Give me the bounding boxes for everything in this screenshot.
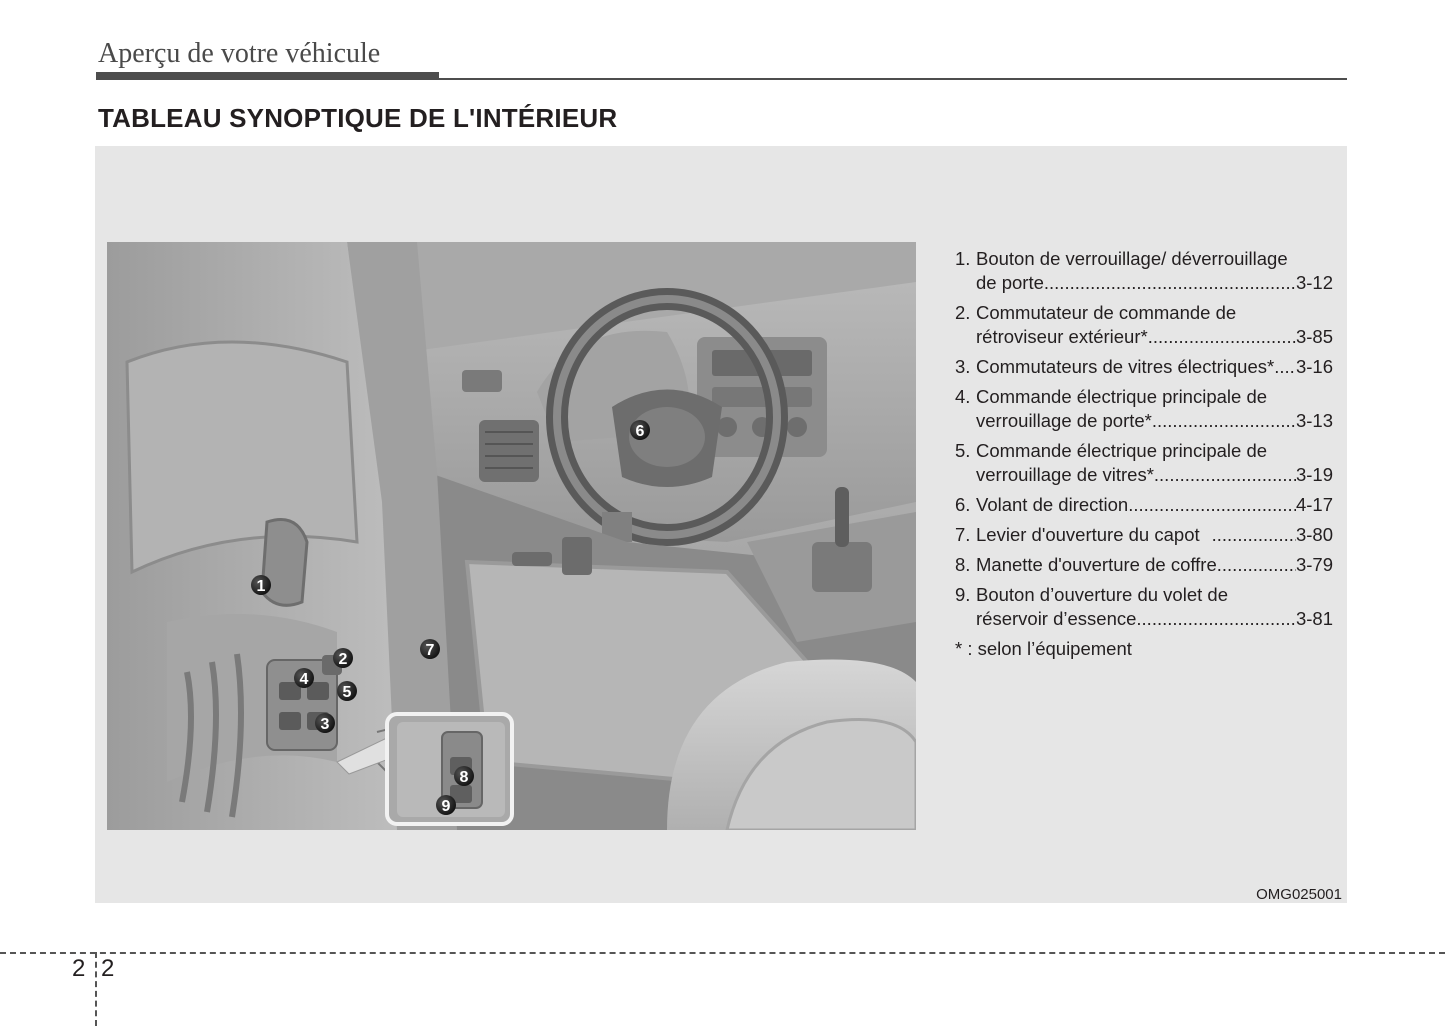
legend-item-3: 3. Commutateurs de vitres électriques* ..... 3-16 (955, 355, 1333, 379)
page-ref: 3-81 (1295, 608, 1333, 629)
svg-text:7: 7 (425, 642, 435, 659)
callout-4 (294, 668, 314, 688)
legend-item-6: 6. Volant de direction ..... 4-17 (955, 493, 1333, 517)
callout-3 (315, 713, 335, 733)
legend-item-9: 9. Bouton d’ouverture du volet de réservoir d’essence ..... 3-81 (955, 583, 1333, 631)
legend-item-5: 5. Commande électrique principale de verrouillage de vitres* ..... 3-19 (955, 439, 1333, 487)
legend-list (955, 247, 1333, 661)
legend-item-8: 8. Manette d'ouverture de coffre ..... 3-79 (955, 553, 1333, 577)
legend-item-2: 2. Commutateur de commande de rétroviseur extérieur* ..... 3-85 (955, 301, 1333, 349)
svg-text:6: 6 (635, 423, 645, 440)
svg-text:3: 3 (320, 716, 330, 733)
callout-6 (630, 420, 650, 440)
page-ref: 3-19 (1295, 464, 1333, 485)
footer-vertical-divider (95, 952, 97, 1026)
svg-text:5: 5 (342, 684, 352, 701)
page-ref: 3-85 (1295, 326, 1333, 347)
callout-9 (436, 795, 456, 815)
footnote: * : selon l’équipement (955, 638, 1132, 659)
page-ref: 3-80 (1295, 524, 1333, 545)
car-interior-illustration (107, 242, 916, 830)
page-ref: 3-13 (1295, 410, 1333, 431)
legend-item-7: 7. Levier d'ouverture du capot ..... 3-80 (955, 523, 1333, 547)
svg-text:8: 8 (459, 769, 469, 786)
page-ref: 3-16 (1295, 356, 1333, 377)
legend-item-1: 1. Bouton de verrouillage/ déverrouillage de porte ..... 3-12 (955, 247, 1333, 295)
legend-item-4: 4. Commande électrique principale de verrouillage de porte* ..... 3-13 (955, 385, 1333, 433)
svg-text:1: 1 (256, 578, 266, 595)
page-ref: 3-12 (1295, 272, 1333, 293)
section-title: TABLEAU SYNOPTIQUE DE L'INTÉRIEUR (98, 103, 618, 133)
running-header-title: Aperçu de votre véhicule (98, 38, 381, 69)
page-number: 2 (101, 955, 115, 982)
image-code: OMG025001 (1256, 886, 1342, 903)
svg-text:9: 9 (441, 798, 451, 815)
callout-1 (251, 575, 271, 595)
page-ref: 4-17 (1295, 494, 1333, 515)
callout-7 (420, 639, 440, 659)
page-ref: 3-79 (1295, 554, 1333, 575)
callout-2 (333, 648, 353, 668)
callout-5 (337, 681, 357, 701)
svg-text:2: 2 (338, 651, 348, 668)
svg-text:4: 4 (299, 671, 309, 688)
callout-8 (454, 766, 474, 786)
footer-divider (0, 952, 1445, 954)
chapter-number: 2 (72, 955, 86, 982)
header-rule (96, 78, 1347, 80)
